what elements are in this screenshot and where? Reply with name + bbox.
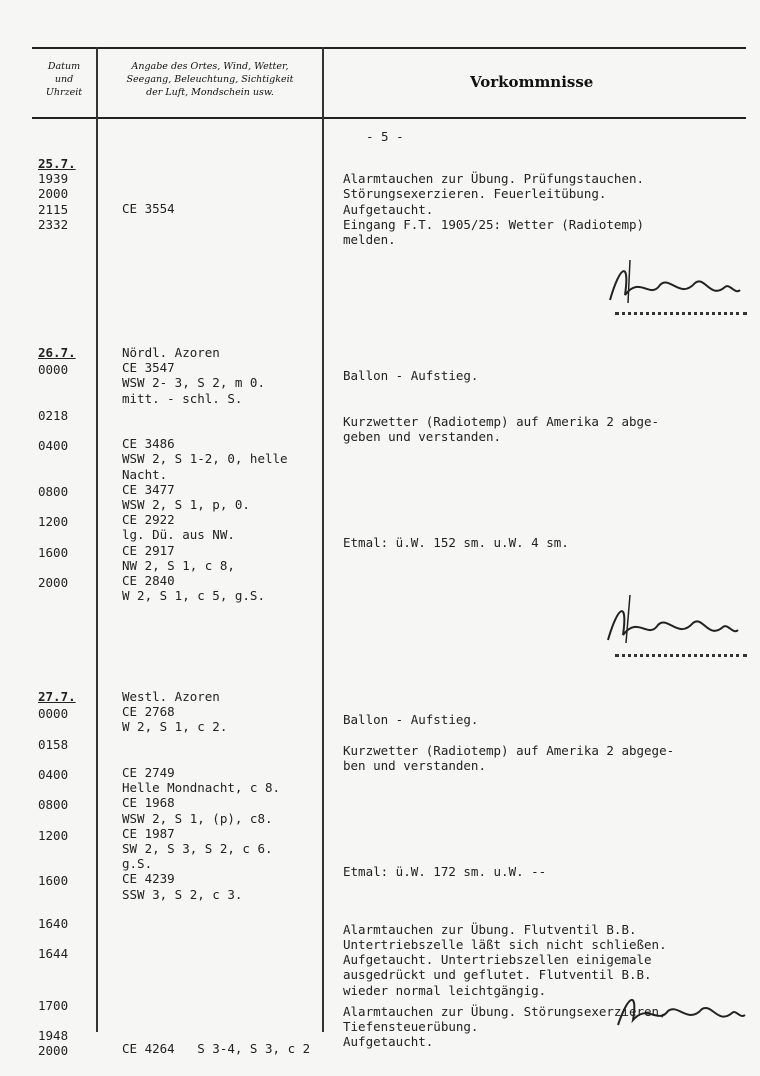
entry-location-weather: W 2, S 1, c 5, g.S. — [122, 588, 265, 604]
entry-date: 26.7. — [38, 345, 76, 360]
column-divider-2 — [322, 47, 324, 1032]
entry-event: Aufgetaucht. Untertriebszellen einigemale — [343, 952, 652, 968]
entry-event: Etmal: ü.W. 152 sm. u.W. 4 sm. — [343, 535, 569, 551]
entry-event: ben und verstanden. — [343, 757, 486, 773]
entry-location-weather: Westl. Azoren — [122, 689, 220, 704]
entry-date: 25.7. — [38, 156, 76, 171]
entry-event: Tiefensteuerübung. — [343, 1019, 479, 1034]
entry-event: Kurzwetter (Radiotemp) auf Amerika 2 abge- — [343, 413, 660, 429]
entry-location-weather: CE 3486 — [122, 436, 175, 452]
entry-time: 1700 — [38, 997, 69, 1013]
header-top-rule — [32, 47, 746, 49]
entry-location-weather: CE 3477 — [122, 481, 175, 497]
entry-time: 0800 — [38, 797, 69, 813]
signature-2-dots — [615, 654, 747, 657]
entry-event: Störungsexerzieren. Feuerleitübung. — [343, 186, 607, 202]
entry-event: Aufgetaucht. — [343, 201, 434, 217]
entry-location-weather: WSW 2, S 1, (p), c8. — [122, 810, 273, 826]
entry-time: 1644 — [38, 946, 69, 962]
entry-event: Aufgetaucht. — [343, 1034, 434, 1050]
entry-time: 2000 — [38, 1043, 69, 1059]
entry-location-weather: CE 1968 — [122, 795, 175, 811]
entry-location-weather: CE 4264 S 3-4, S 3, c 2 — [122, 1041, 311, 1057]
entry-time: 0800 — [38, 483, 69, 499]
header-date-time: Datum und Uhrzeit — [45, 61, 83, 98]
entry-time: 1200 — [38, 514, 69, 530]
entry-location-weather: CE 3547 — [122, 360, 175, 376]
signature-1 — [600, 255, 750, 315]
entry-location-weather: CE 2840 — [122, 573, 175, 588]
signature-3 — [610, 985, 750, 1035]
entry-location-weather: Nördl. Azoren — [122, 345, 220, 360]
entry-location-weather: SSW 3, S 2, c 3. — [122, 886, 243, 902]
entry-time: 1948 — [38, 1028, 69, 1044]
entry-location-weather: g.S. — [122, 856, 153, 872]
entry-event: Alarmtauchen zur Übung. Störungsexerzieren, — [343, 1003, 667, 1019]
entry-location-weather: NW 2, S 1, c 8, — [122, 557, 235, 573]
entry-location-weather: Nacht. — [122, 466, 168, 482]
header-location-weather: Angabe des Ortes, Wind, Wetter, Seegang, Beleuchtung, Sichtigkeit der Luft, Mondschein usw. — [126, 61, 294, 98]
signature-1-dots — [615, 312, 747, 315]
entry-location-weather: CE 2768 — [122, 704, 175, 720]
entry-time: 0000 — [38, 362, 69, 378]
entry-event: Etmal: ü.W. 172 sm. u.W. -- — [343, 864, 547, 880]
entry-location-weather: mitt. - schl. S. — [122, 390, 243, 406]
page-number: - 5 - — [366, 129, 404, 144]
entry-time: 1939 — [38, 171, 69, 187]
entry-time: 2000 — [38, 575, 69, 590]
entry-location-weather: WSW 2- 3, S 2, m 0. — [122, 375, 265, 391]
entry-time: 0158 — [38, 736, 69, 752]
entry-event: melden. — [343, 232, 396, 247]
entry-event: Eingang F.T. 1905/25: Wetter (Radiotemp) — [343, 216, 645, 232]
entry-time: 0400 — [38, 767, 69, 782]
entry-location-weather: SW 2, S 3, S 2, c 6. — [122, 841, 273, 856]
entry-time: 1600 — [38, 544, 69, 560]
entry-location-weather: lg. Dü. aus NW. — [122, 527, 235, 543]
entry-event: Alarmtauchen zur Übung. Prüfungstauchen. — [343, 171, 645, 187]
entry-location-weather: CE 4239 — [122, 871, 175, 887]
entry-time: 0000 — [38, 706, 69, 722]
entry-time: 2000 — [38, 186, 69, 202]
entry-event: Ballon - Aufstieg. — [343, 712, 479, 728]
entry-location-weather: CE 3554 — [122, 201, 175, 217]
entry-location-weather: Helle Mondnacht, c 8. — [122, 780, 281, 796]
entry-event: Ballon - Aufstieg. — [343, 368, 479, 384]
entry-event: Kurzwetter (Radiotemp) auf Amerika 2 abgege- — [343, 742, 675, 758]
entry-event: wieder normal leichtgängig. — [343, 982, 547, 998]
signature-2 — [598, 595, 748, 655]
entry-location-weather: CE 1987 — [122, 825, 175, 841]
entry-time: 1640 — [38, 915, 69, 931]
entry-date: 27.7. — [38, 689, 76, 704]
entry-location-weather: CE 2749 — [122, 765, 175, 780]
entry-event: ausgedrückt und geflutet. Flutventil B.B. — [343, 967, 652, 983]
entry-location-weather: WSW 2, S 1-2, 0, helle — [122, 451, 288, 467]
entry-event: Untertriebszelle läßt sich nicht schließen. — [343, 937, 667, 952]
entry-event: geben und verstanden. — [343, 429, 502, 444]
entry-location-weather: CE 2917 — [122, 542, 175, 558]
entry-location-weather: W 2, S 1, c 2. — [122, 719, 228, 735]
header-events: Vorkommnisse — [470, 73, 594, 91]
entry-event: Alarmtauchen zur Übung. Flutventil B.B. — [343, 921, 637, 937]
entry-time: 1600 — [38, 873, 69, 889]
entry-location-weather: CE 2922 — [122, 512, 175, 528]
entry-time: 2115 — [38, 201, 69, 217]
column-divider-1 — [96, 47, 98, 1032]
header-bottom-rule — [32, 117, 746, 119]
entry-time: 0218 — [38, 407, 69, 423]
entry-time: 0400 — [38, 438, 69, 454]
entry-location-weather: WSW 2, S 1, p, 0. — [122, 497, 250, 512]
entry-time: 1200 — [38, 827, 69, 843]
entry-time: 2332 — [38, 216, 69, 232]
